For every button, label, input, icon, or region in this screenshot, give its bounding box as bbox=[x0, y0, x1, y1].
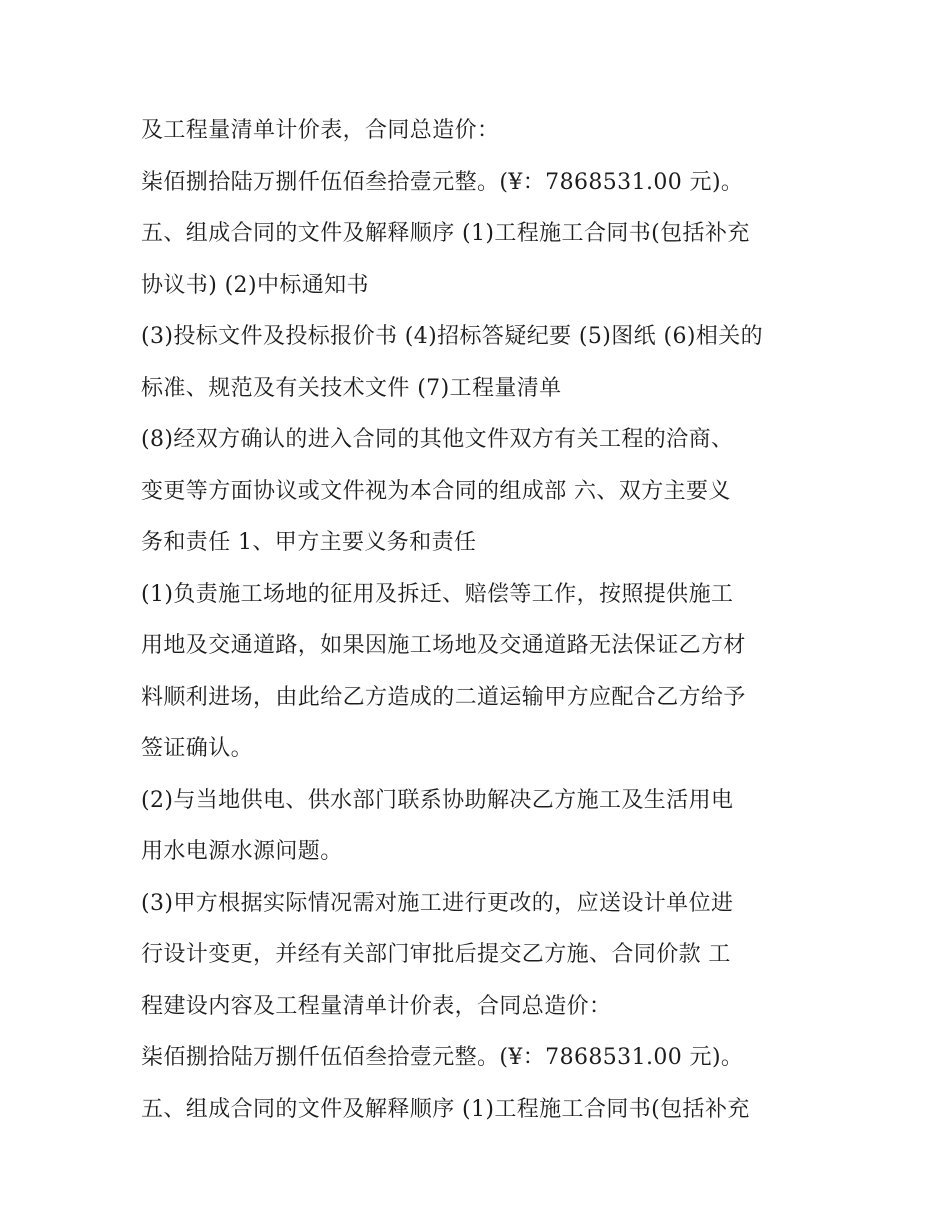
text-line: 料顺利进场，由此给乙方造成的二道运输甲方应配合乙方给予 bbox=[141, 684, 746, 710]
text-line: (1)负责施工场地的征用及拆迁、赔偿等工作，按照提供施工 bbox=[141, 581, 734, 607]
text-line: 五、组成合同的文件及解释顺序 (1)工程施工合同书(包括补充 bbox=[141, 221, 750, 246]
text-line: 签证确认。 bbox=[141, 736, 254, 761]
text-line: (3)投标文件及投标报价书 (4)招标答疑纪要 (5)图纸 (6)相关的 bbox=[141, 324, 764, 349]
text-line: (3)甲方根据实际情况需对施工进行更改的，应送设计单位进 bbox=[141, 890, 734, 916]
text-line: 标准、规范及有关技术文件 (7)工程量清单 bbox=[141, 375, 562, 401]
text-line: 五、组成合同的文件及解释顺序 (1)工程施工合同书(包括补充 bbox=[141, 1096, 750, 1122]
text-line: 用水电源水源问题。 bbox=[141, 839, 343, 864]
text-line: 及工程量清单计价表，合同总造价： bbox=[141, 118, 500, 143]
text-line: 用地及交通道路，如果因施工场地及交通道路无法保证乙方材 bbox=[141, 633, 746, 658]
text-line: 变更等方面协议或文件视为本合同的组成部 六、双方主要义 bbox=[141, 478, 731, 504]
text-line: 务和责任 1、甲方主要义务和责任 bbox=[141, 530, 477, 555]
contract-body-text bbox=[141, 109, 821, 1139]
text-line: 协议书) (2)中标通知书 bbox=[141, 272, 369, 298]
text-line: 行设计变更，并经有关部门审批后提交乙方施、合同价款 工 bbox=[141, 942, 731, 967]
text-line: 程建设内容及工程量清单计价表，合同总造价： bbox=[141, 993, 612, 1019]
text-line: (8)经双方确认的进入合同的其他文件双方有关工程的洽商、 bbox=[141, 427, 734, 452]
text-line: 柒佰捌拾陆万捌仟伍佰叁拾壹元整。(¥：7868531.00 元)。 bbox=[141, 169, 744, 195]
text-line: 柒佰捌拾陆万捌仟伍佰叁拾壹元整。(¥：7868531.00 元)。 bbox=[141, 1045, 744, 1070]
text-line: (2)与当地供电、供水部门联系协助解决乙方施工及生活用电 bbox=[141, 787, 734, 813]
